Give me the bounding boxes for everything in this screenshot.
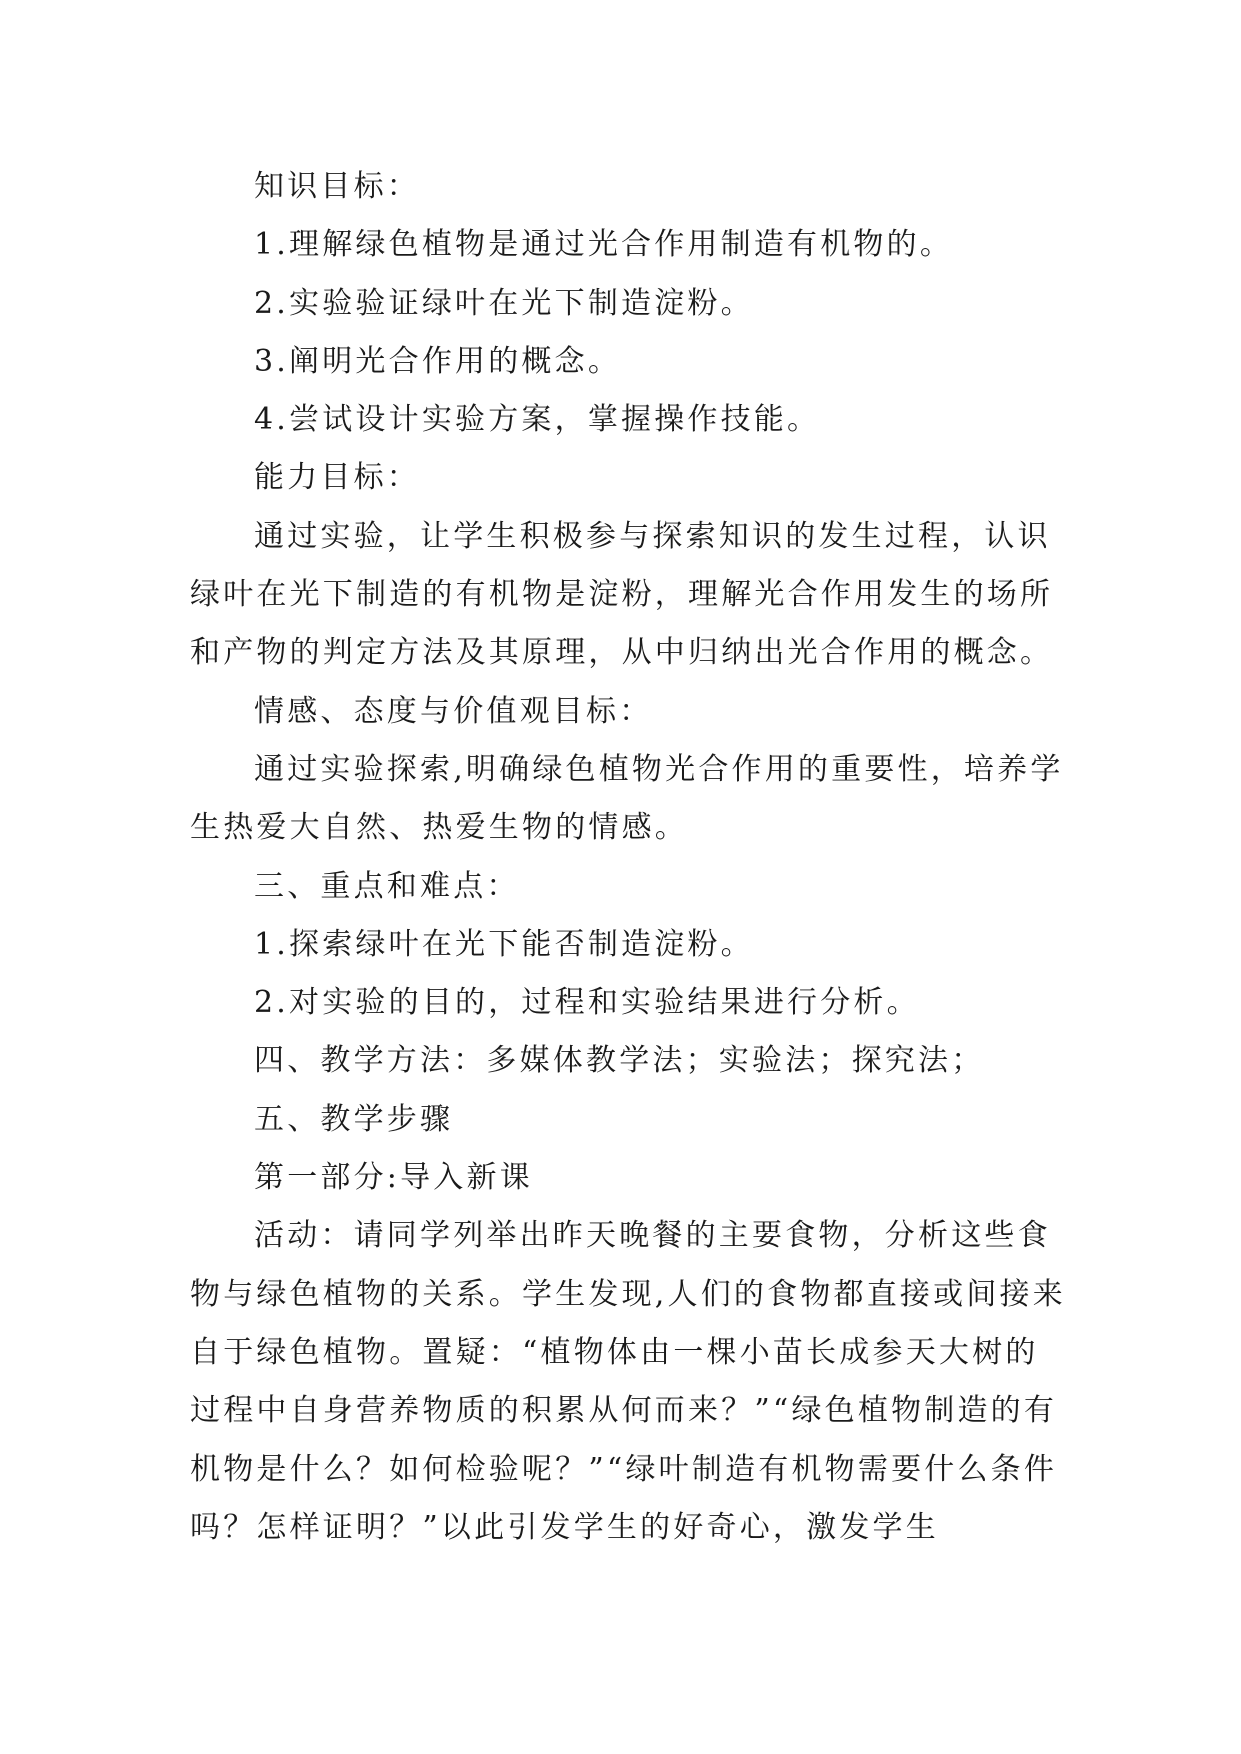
heading-ability-goals: 能力目标： [254, 460, 420, 496]
list-item-4: 4.尝试设计实验方案，掌握操作技能。 [254, 402, 821, 438]
document-body [190, 158, 1070, 1557]
heading-teaching-methods: 四、教学方法：多媒体教学法；实验法；探究法； [254, 1043, 985, 1079]
paragraph-ability: 通过实验，让学生积极参与探索知识的发生过程，认识绿叶在光下制造的有机物是淀粉，理解光合作用发生的场所和产物的判定方法及其原理，从中归纳出光合作用的概念。 [190, 518, 1054, 671]
heading-knowledge-goals: 知识目标： [254, 169, 420, 204]
heading-teaching-steps: 五、教学步骤 [254, 1101, 454, 1137]
heading-key-points: 三、重点和难点： [254, 868, 520, 904]
list-item-1: 1.理解绿色植物是通过光合作用制造有机物的。 [254, 227, 954, 263]
paragraph-activity: 活动：请同学列举出昨天晚餐的主要食物，分析这些食物与绿色植物的关系。学生发现,人们的食物都直接或间接来自于绿色植物。置疑：“植物体由一棵小苗长成参天大树的过程中自身营养物质的积累从何而来？”“绿色植物制造的有机物是什么？如何检验呢？”“绿叶制造有机物需要什么条件吗？怎样证明？”以此引发学生的好奇心，激发学生 [190, 1218, 1066, 1545]
list-item-2: 2.实验验证绿叶在光下制造淀粉。 [254, 285, 754, 321]
key-point-1: 1.探索绿叶在光下能否制造淀粉。 [254, 926, 754, 962]
list-item-3: 3.阐明光合作用的概念。 [254, 343, 622, 379]
heading-part-one: 第一部分:导入新课 [254, 1160, 533, 1196]
heading-emotion-goals: 情感、态度与价值观目标： [254, 693, 653, 729]
key-point-2: 2.对实验的目的，过程和实验结果进行分析。 [254, 985, 920, 1021]
paragraph-emotion: 通过实验探索,明确绿色植物光合作用的重要性，培养学生热爱大自然、热爱生物的情感。 [190, 751, 1064, 846]
